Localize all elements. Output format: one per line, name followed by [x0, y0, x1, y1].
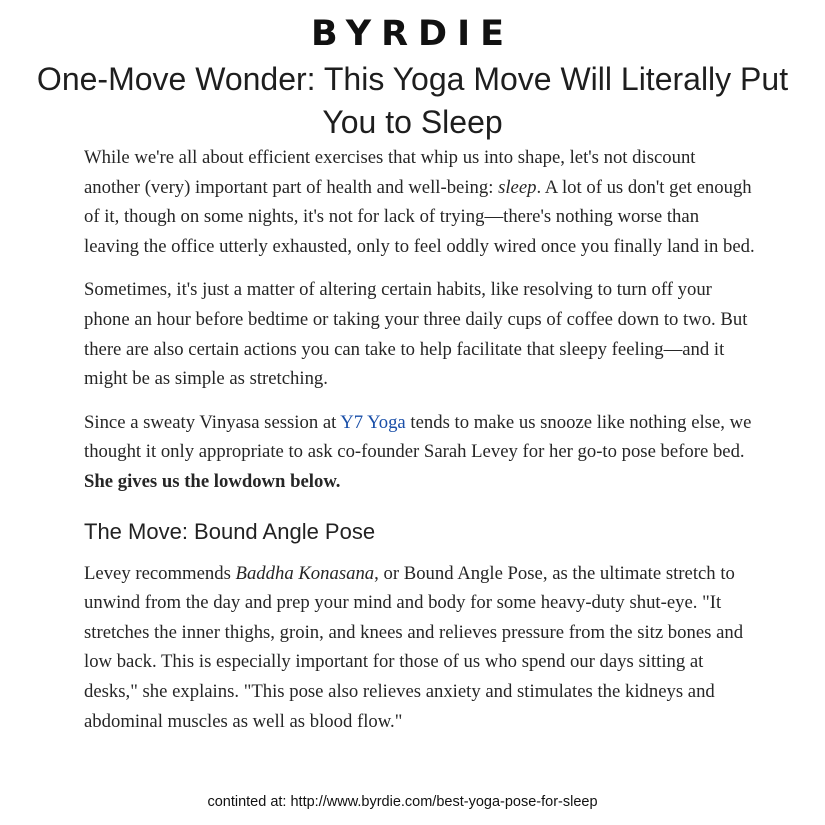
continued-link-note: continted at: http://www.byrdie.com/best-yoga-pose-for-sleep [207, 794, 598, 810]
paragraph-vinyasa [84, 408, 756, 497]
paragraph-pose-text-b: , or Bound Angle Pose, as the ultimate stretch to unwind from the day and prep your mind and body for some heavy-duty shut-eye. "It stretches the inner thighs, groin, and knees and relieves pressure from the sitz bones and low back. This is especially important for those of us who spend our days sitting at desks," she explains. "This pose also relieves anxiety and stimulates the kidneys and abdominal muscles as well as blood flow." [84, 562, 744, 732]
paragraph-pose-text-a: Levey recommends [84, 562, 236, 584]
brand-logo: BYRDIE [310, 14, 515, 54]
lowdown-bold-text: She gives us the lowdown below. [84, 470, 341, 492]
paragraph-intro-text-a: While we're all about efficient exercises that whip us into shape, let's not discount another (very) important part of health and well-being: [84, 147, 696, 198]
paragraph-habits: Sometimes, it's just a matter of altering certain habits, like resolving to turn off your phone an hour before bedtime or taking your three daily cups of coffee down to two. But there are also certain actions you can take to help facilitate that sleepy feeling—and it might be as simple as stretching. [84, 279, 748, 390]
paragraph-pose [84, 559, 756, 737]
article-body [84, 143, 756, 750]
emphasis-sleep: sleep [498, 176, 537, 198]
paragraph-vinyasa-text-a: Since a sweaty Vinyasa session at [84, 411, 341, 433]
y7-yoga-link[interactable]: Y7 Yoga [340, 411, 406, 433]
paragraph-intro-text-b: . A lot of us don't get enough of it, though on some nights, it's not for lack of trying—there's nothing worse than leaving the office utterly exhausted, only to feel oddly wired once you finally land in bed. [84, 176, 755, 257]
paragraph-vinyasa-text-b: tends to make us snooze like nothing else, we thought it only appropriate to ask co-founder Sarah Levey for her go-to pose before bed. [84, 411, 752, 463]
section-subheading: The Move: Bound Angle Pose [84, 518, 376, 544]
article-headline: One-Move Wonder: This Yoga Move Will Literally Put You to Sleep [36, 61, 789, 140]
emphasis-baddha-konasana: Baddha Konasana [235, 562, 375, 584]
paragraph-intro [84, 143, 756, 261]
